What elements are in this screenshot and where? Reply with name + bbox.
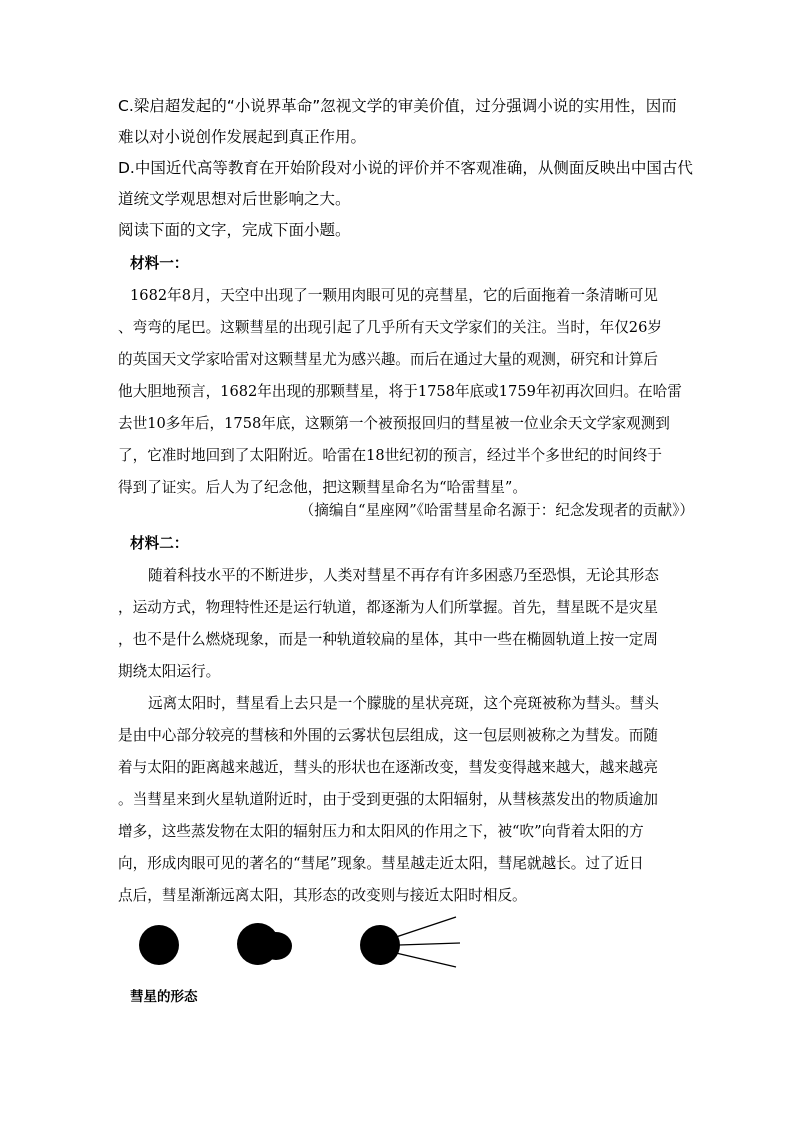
material-2-para-2-line: 是由中心部分较亮的彗核和外围的云雾状包层组成，这一包层则被称之为彗发。而随 [118, 727, 658, 744]
comet-forms-figure [130, 915, 470, 975]
figure-caption: 彗星的形态 [130, 989, 198, 1005]
material-2-para-2-line: 。当彗星来到火星轨道附近时，由于受到更强的太阳辐射，从彗核蒸发出的物质逾加 [118, 791, 658, 808]
material-2-heading: 材料二： [130, 535, 189, 552]
comet-stage-1-nucleus [139, 925, 179, 965]
material-2-para-2-line: 增多，这些蒸发物在太阳的辐射压力和太阳风的作用之下，被“吹”向背着太阳的方 [118, 823, 644, 840]
material-1-heading: 材料一： [130, 255, 189, 272]
material-2-para-2-line: 点后，彗星渐渐远离太阳，其形态的改变则与接近太阳时相反。 [118, 887, 527, 904]
material-2-para-1-line: 随着科技水平的不断进步，人类对彗星不再存有许多困惑乃至恐惧，无论其形态 [148, 567, 659, 584]
material-1-source: （摘编自“星座网”《哈雷彗星命名源于：纪念发现者的贡献》） [299, 502, 694, 519]
option-c-line-2: 难以对小说创作发展起到真正作用。 [118, 128, 367, 146]
material-1-line: 1682年8月，天空中出现了一颗用肉眼可见的亮彗星，它的后面拖着一条清晰可见 [130, 287, 659, 304]
material-1-line: 去世10多年后，1758年底，这颗第一个被预报回归的彗星被一位业余天文学家观测到 [118, 415, 670, 432]
material-1-line: 的英国天文学家哈雷对这颗彗星尤为感兴趣。而后在通过大量的观测，研究和计算后 [118, 351, 658, 368]
option-d-line-2: 道统文学观思想对后世影响之大。 [118, 190, 351, 208]
reading-instruction: 阅读下面的文字，完成下面小题。 [118, 221, 351, 239]
option-d-line-1: D.中国近代高等教育在开始阶段对小说的评价并不客观准确，从侧面反映出中国古代 [118, 159, 693, 177]
comet-stage-3-nucleus [360, 925, 400, 965]
material-2-para-1-line: 期绕太阳运行。 [118, 663, 221, 680]
material-1-line: 得到了证实。后人为了纪念他，把这颗彗星命名为“哈雷彗星”。 [118, 479, 527, 496]
comet-stage-3-tail [396, 917, 460, 967]
material-1-line: 他大胆地预言，1682年出现的那颗彗星，将于1758年底或1759年初再次回归。在哈雷 [118, 383, 682, 400]
material-2-para-1-line: ，运动方式，物理特性还是运行轨道，都逐渐为人们所掌握。首先，彗星既不是灾星 [118, 599, 658, 616]
option-c-line-1: C.梁启超发起的“小说界革命”忽视文学的审美价值，过分强调小说的实用性，因而 [118, 97, 677, 115]
material-2-para-1-line: ，也不是什么燃烧现象，而是一种轨道较扁的星体，其中一些在椭圆轨道上按一定周 [118, 631, 658, 648]
material-2-para-2-line: 着与太阳的距离越来越近，彗头的形状也在逐渐改变，彗发变得越来越大，越来越亮 [118, 759, 658, 776]
material-1-line: 了，它准时地回到了太阳附近。哈雷在18世纪初的预言，经过半个多世纪的时间终于 [118, 447, 662, 464]
material-2-para-2-line: 远离太阳时，彗星看上去只是一个朦胧的星状亮斑，这个亮斑被称为彗头。彗头 [148, 695, 659, 712]
material-2-para-2-line: 向，形成肉眼可见的著名的“彗尾”现象。彗星越走近太阳，彗尾就越长。过了近日 [118, 855, 644, 872]
comet-stage-2-coma [237, 923, 292, 965]
material-1-line: 、弯弯的尾巴。这颗彗星的出现引起了几乎所有天文学家们的关注。当时，年仅26岁 [118, 319, 662, 336]
